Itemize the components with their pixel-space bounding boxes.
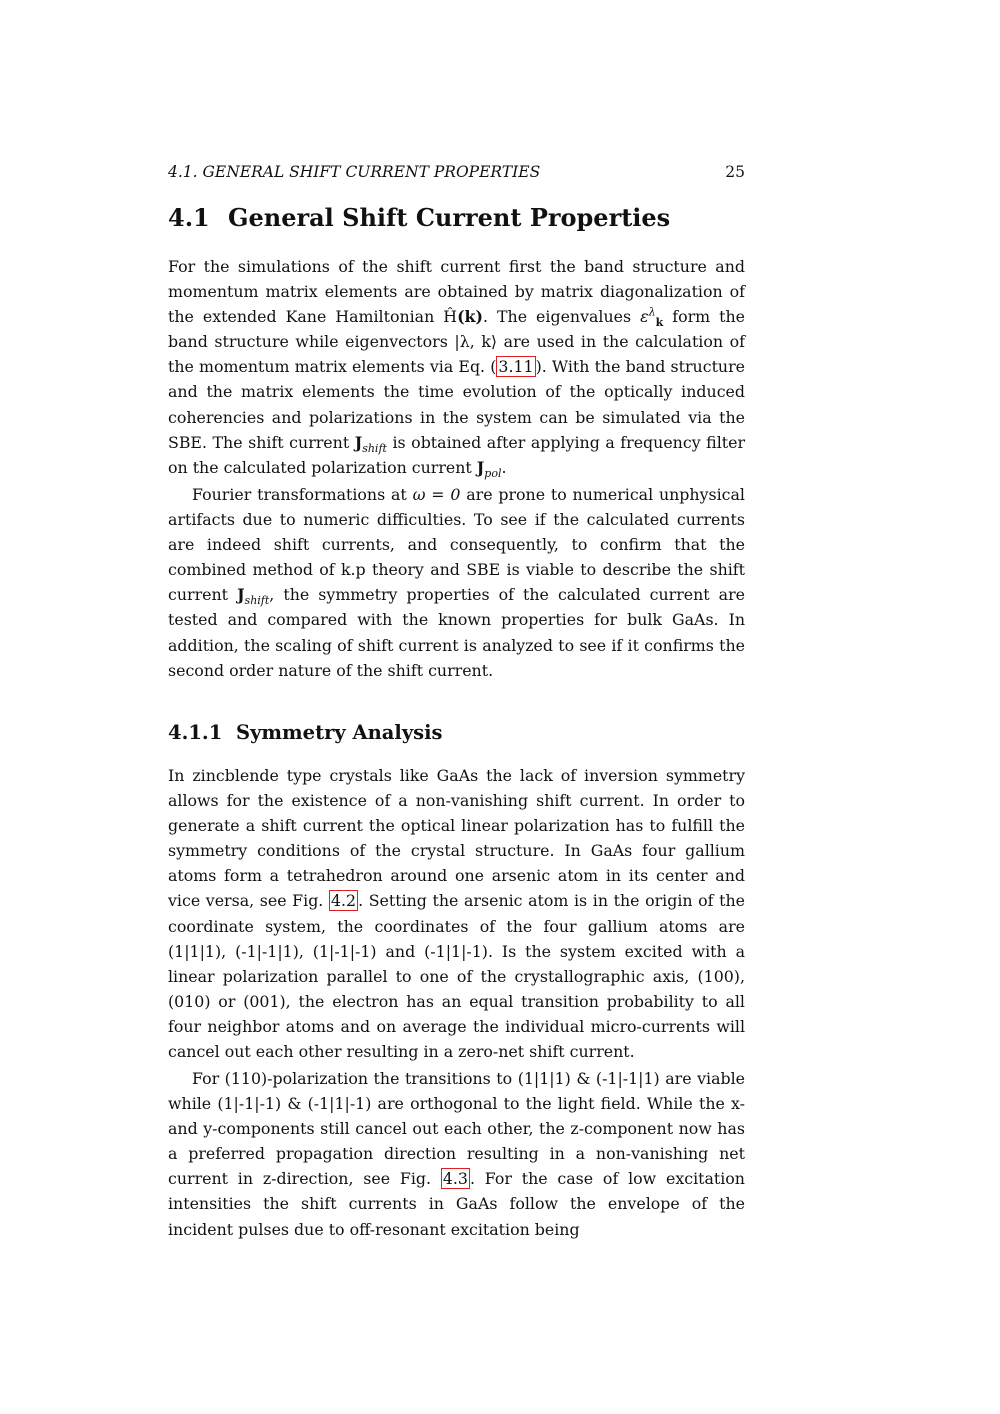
epsilon: ε: [640, 307, 649, 327]
hamiltonian-symbol: [443, 307, 483, 326]
subscript-pol: pol: [484, 466, 502, 480]
shift-current-symbol: J: [354, 432, 363, 452]
text-run: For the simulations of the shift current first the band structure and momentum matrix elements are obtained by matrix diagonalization of the extended Kane Hamiltonian: [168, 257, 745, 327]
running-head-title: 4.1. GENERAL SHIFT CURRENT PROPERTIES: [168, 163, 541, 181]
eigenvector-ket: |λ, k⟩: [454, 332, 498, 352]
page-number: 25: [725, 163, 745, 181]
text-run: are prone to numerical unphysical artifacts due to numeric difficulties. To see if the calculated currents are indeed shift currents, and consequently, to confirm that the combined method of k.p theory and SBE is viable to describe the shift current: [168, 485, 745, 605]
subscript-shift: shift: [244, 594, 270, 608]
text-run: . Setting the arsenic atom is in the origin of the coordinate system, the coordinates of the four gallium atoms are (1|1|1), (-1|-1|1), (1|-1|-1) and (-1|1|-1). Is the system excited with a linear polarization parallel to one of the crystallographic axis, (100), (010) or (001), the electron has an equal transition probability to all four neighbor atoms and on average the individual micro-currents will cancel out each other resulting in a zero-net shift current.: [168, 891, 745, 1062]
figure-reference-link[interactable]: 4.2: [330, 891, 357, 911]
subsection-title: Symmetry Analysis: [236, 721, 443, 744]
subsection-heading: [168, 721, 745, 744]
running-head: [168, 163, 745, 185]
section-heading: [168, 203, 745, 232]
subsection-number: 4.1.1: [168, 721, 223, 744]
paragraph-simulation-method: [168, 254, 745, 480]
text-run: , the symmetry properties of the calculated current are tested and compared with the known properties for bulk GaAs. In addition, the scaling of shift current is analyzed to see if it confirms the second order nature of the shift current.: [168, 585, 745, 680]
text-run: .: [501, 457, 507, 477]
section-title: General Shift Current Properties: [228, 203, 671, 232]
hamiltonian-k: (k): [457, 307, 483, 327]
text-run: . The eigenvalues: [482, 307, 641, 327]
paragraph-zincblende-symmetry: [168, 763, 745, 1064]
section-number: 4.1: [168, 203, 210, 232]
superscript-lambda: λ: [648, 305, 656, 319]
text-run: is obtained after applying a frequency filter on the calculated polarization current: [168, 432, 745, 477]
shift-current-symbol: J: [237, 585, 245, 605]
text-run: Fourier transformations at: [192, 485, 413, 504]
text-run: ). With the band structure and the matrix elements the time evolution of the optically induced coherencies and polarizations in the system can be simulated via the SBE. The shift current: [168, 357, 745, 452]
omega-equation: ω = 0: [412, 485, 461, 504]
paragraph-110-polarization: [168, 1066, 745, 1242]
figure-reference-link[interactable]: 4.3: [442, 1169, 468, 1189]
subscript-k: k: [655, 316, 664, 330]
text-run: form the band structure while eigenvectors: [168, 307, 745, 352]
equation-reference-link[interactable]: 3.11: [498, 357, 534, 377]
eigenvalue-symbol: [640, 305, 664, 330]
text-run: For (110)-polarization the transitions to (1|1|1) & (-1|-1|1) are viable while (1|-1|-1) & (-1|1|-1) are orthogonal to the light field. While the x- and y-components still cancel out each other, the z-component now has a preferred propagation direction resulting in a non-vanishing net current in z-direction, see Fig.: [168, 1069, 745, 1189]
paragraph-fourier-artifacts: [168, 482, 745, 683]
subscript-shift: shift: [362, 441, 387, 455]
text-run: are used in the calculation of the momentum matrix elements via Eq. (: [168, 332, 745, 377]
polarization-current-symbol: J: [476, 457, 485, 477]
text-run: In zincblende type crystals like GaAs the lack of inversion symmetry allows for the existence of a non-vanishing shift current. In order to generate a shift current the optical linear polarization has to fulfill the symmetry conditions of the crystal structure. In GaAs four gallium atoms form a tetrahedron around one arsenic atom in its center and vice versa, see Fig.: [168, 766, 745, 911]
hamiltonian-H: Ĥ: [443, 307, 458, 327]
text-run: . For the case of low excitation intensities the shift currents in GaAs follow the envelope of the incident pulses due to off-resonant excitation being: [168, 1169, 745, 1239]
